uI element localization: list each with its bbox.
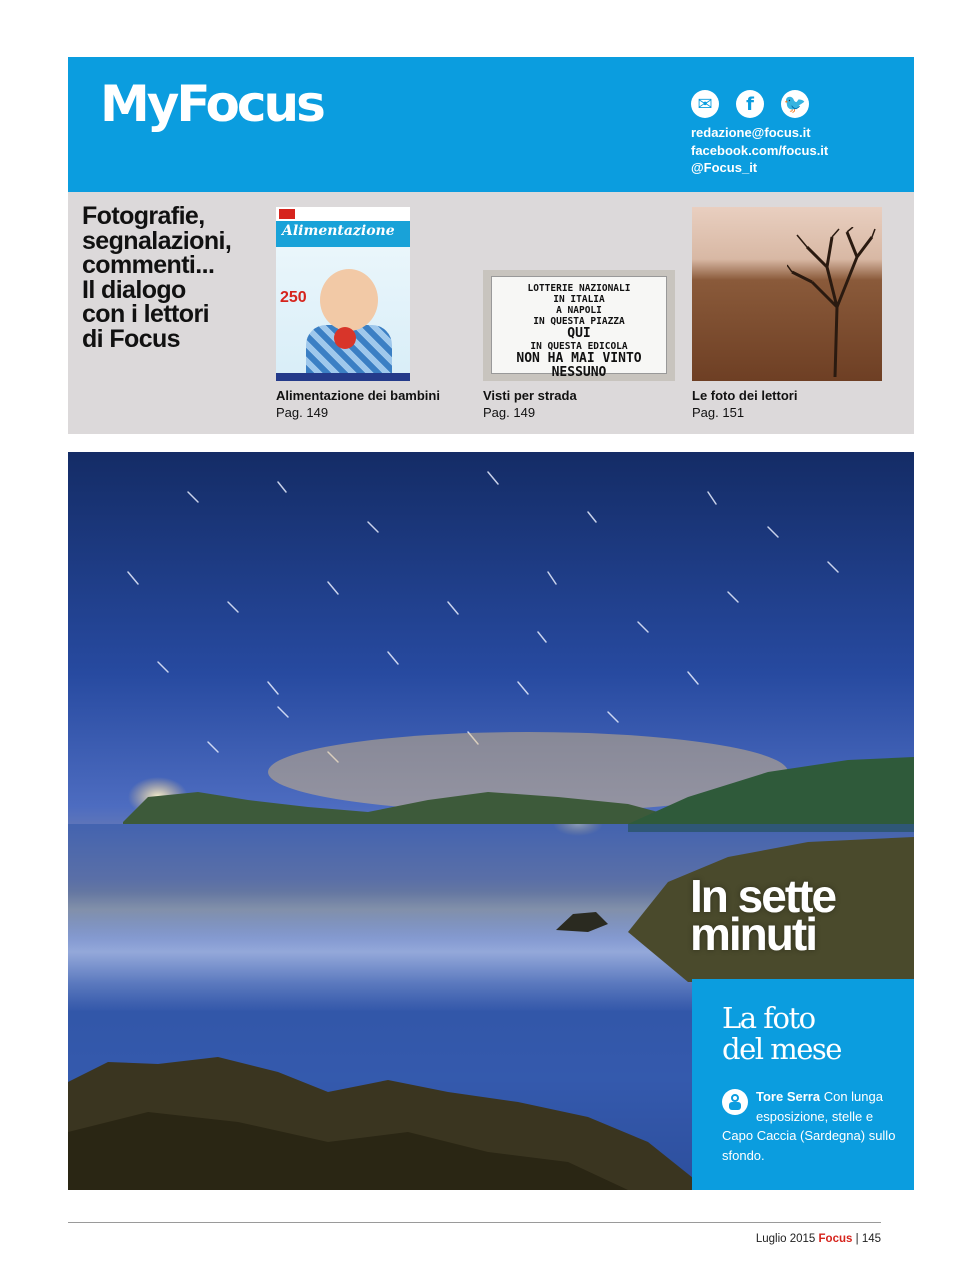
- tree-icon: [787, 227, 877, 377]
- issue-date: Luglio 2015: [755, 1233, 816, 1245]
- caption-text: Con lunga esposizione, stelle e Capo Caccia (Sardegna) sullo sfondo.: [722, 1089, 896, 1163]
- magazine-cover-image[interactable]: Alimentazione 250: [276, 207, 410, 381]
- section-title: La foto del mese: [722, 1001, 841, 1066]
- twitter-icon[interactable]: 🐦: [781, 90, 809, 118]
- reader-photo-image[interactable]: [692, 207, 882, 381]
- photo-credit: Tore Serra: [756, 1089, 821, 1104]
- mail-icon[interactable]: ✉: [691, 90, 719, 118]
- twitter-link[interactable]: @Focus_it: [691, 160, 758, 175]
- teaser-nutrition[interactable]: Alimentazione dei bambini Pag. 149: [276, 388, 440, 420]
- photo-caption: [722, 1087, 897, 1165]
- facebook-link[interactable]: facebook.com/focus.it: [691, 142, 829, 158]
- intro-band: [68, 192, 914, 434]
- social-block: [691, 90, 828, 177]
- user-icon: [722, 1089, 748, 1115]
- email-link[interactable]: redazione@focus.it: [691, 125, 811, 140]
- caption-box: [692, 979, 914, 1190]
- page-number: 145: [861, 1233, 881, 1245]
- footer: Luglio 2015 Focus | 145: [755, 1233, 881, 1245]
- photo-of-the-month: [68, 452, 914, 1190]
- footer-brand: Focus: [818, 1233, 853, 1245]
- feature-title: In sette minuti: [690, 870, 836, 960]
- teaser-reader-photos[interactable]: Le foto dei lettori Pag. 151: [692, 388, 798, 420]
- street-sign-image[interactable]: [483, 270, 675, 381]
- facebook-icon[interactable]: f: [736, 90, 764, 118]
- brand-title: MyFocus: [100, 75, 323, 133]
- header-band: [68, 57, 914, 192]
- teaser-street[interactable]: Visti per strada Pag. 149: [483, 388, 577, 420]
- intro-text: Fotografie, segnalazioni, commenti... Il dialogo con i lettori di Focus: [82, 202, 232, 353]
- footer-rule: [68, 1222, 881, 1223]
- sign-board: LOTTERIE NAZIONALI IN ITALIA A NAPOLI IN QUESTA PIAZZA QUI IN QUESTA EDICOLA NON HA MAI VINTO NESSUNO: [491, 276, 667, 374]
